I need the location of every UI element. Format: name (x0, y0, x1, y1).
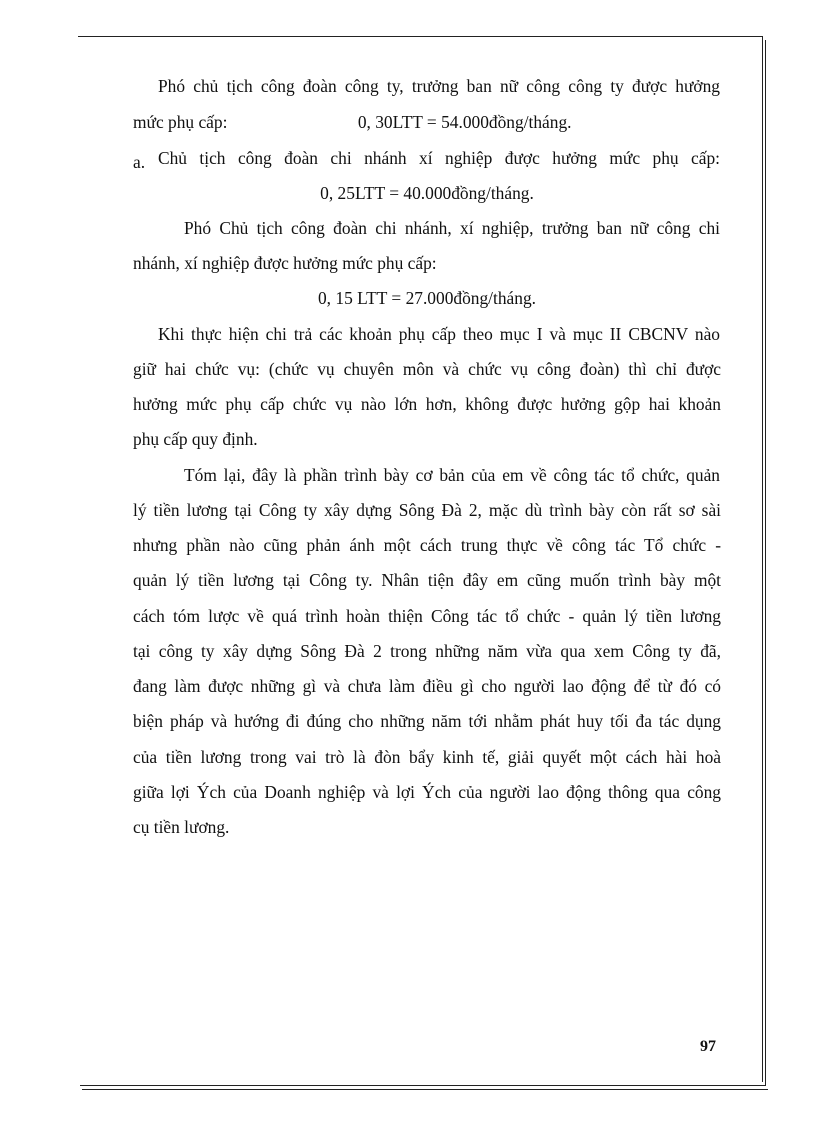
text-line: Khi thực hiện chi trả các khoản phụ cấp theo mục I và mục II CBCNV nào (158, 324, 720, 344)
text-line: của tiền lương trong vai trò là đòn bẩy kinh tế, giải quyết một cách hài hoà (133, 747, 721, 767)
page-number: 97 (700, 1038, 716, 1055)
text-line: Phó chủ tịch công đoàn công ty, trưởng ban nữ công công ty được hưởng (158, 76, 720, 96)
text-line: Phó Chủ tịch công đoàn chi nhánh, xí nghiệp, trưởng ban nữ công chi (184, 218, 720, 238)
page-border-right (762, 36, 763, 1082)
page-border-right-shadow (765, 40, 766, 1085)
text-line: đang làm được những gì và chưa làm điều gì cho người lao động để từ đó có (133, 676, 721, 696)
formula-line: 0, 15 LTT = 27.000đồng/tháng. (317, 288, 536, 308)
page-border-bottom (80, 1085, 766, 1086)
page-border-top (78, 36, 762, 37)
text-line: biện pháp và hướng đi đúng cho những năm tới nhằm phát huy tối đa tác dụng (133, 711, 721, 731)
text-line: nhưng phần nào cũng phản ánh một cách trung thực về công tác Tổ chức - (133, 535, 721, 555)
text-line: lý tiền lương tại Công ty xây dựng Sông Đà 2, mặc dù trình bày còn rất sơ sài (133, 500, 721, 520)
text-line: quản lý tiền lương tại Công ty. Nhân tiện đây em cũng muốn trình bày một (133, 570, 721, 590)
text-line: Tóm lại, đây là phần trình bày cơ bản của em về công tác tổ chức, quản (184, 465, 720, 485)
text-line: giữ hai chức vụ: (chức vụ chuyên môn và chức vụ công đoàn) thì chỉ được (133, 359, 721, 379)
text-line: phụ cấp quy định. (133, 429, 258, 449)
text-line: nhánh, xí nghiệp được hưởng mức phụ cấp: (133, 253, 437, 273)
list-marker: a. (133, 152, 146, 172)
text-line: mức phụ cấp: 0, 30LTT = 54.000đồng/tháng. (133, 112, 572, 132)
text-line: tại công ty xây dựng Sông Đà 2 trong những năm vừa qua xem Công ty đã, (133, 641, 721, 661)
text-line: hưởng mức phụ cấp chức vụ nào lớn hơn, không được hưởng gộp hai khoản (133, 394, 721, 414)
text-line: cách tóm lược về quá trình hoàn thiện Công tác tổ chức - quản lý tiền lương (133, 606, 721, 626)
text-line: giữa lợi Ých của Doanh nghiệp và lợi Ých của người lao động thông qua công (133, 782, 721, 802)
formula-line: 0, 25LTT = 40.000đồng/tháng. (320, 183, 534, 203)
text-line: cụ tiền lương. (133, 817, 230, 837)
text-line: Chủ tịch công đoàn chi nhánh xí nghiệp được hưởng mức phụ cấp: (158, 148, 720, 168)
page-border-bottom-shadow (82, 1089, 768, 1090)
